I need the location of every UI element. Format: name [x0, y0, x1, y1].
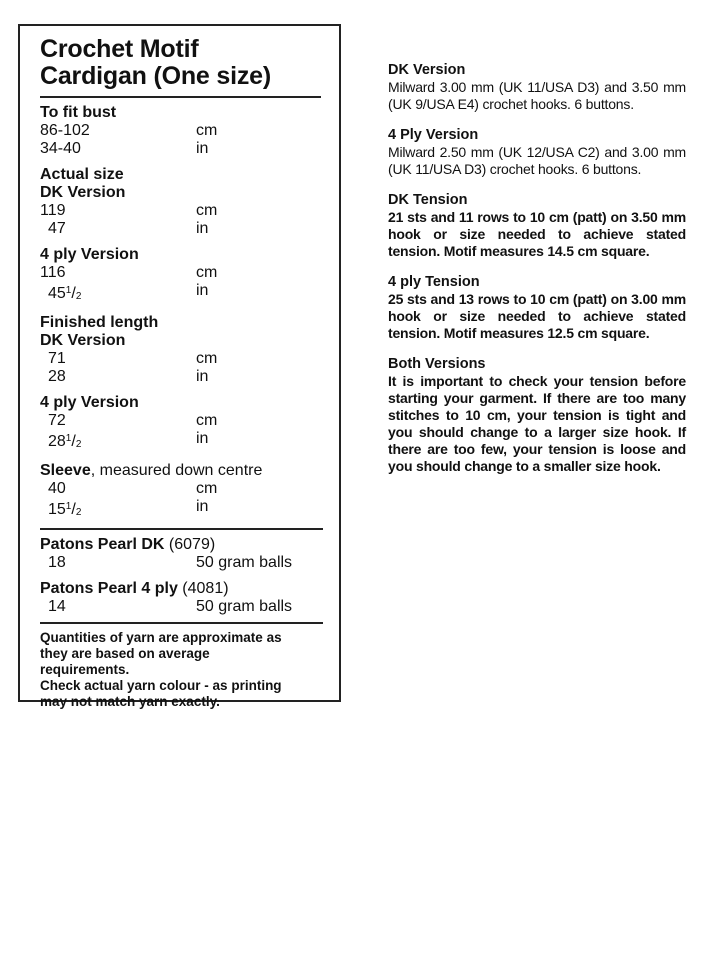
4ply-tension-block — [388, 274, 686, 342]
finished-length-4ply-cm-value: 72 — [48, 412, 66, 429]
sleeve-cm-row — [40, 480, 321, 498]
actual-size-4ply-cm-value: 116 — [40, 264, 66, 281]
fit-bust-in-value: 34-40 — [40, 140, 81, 157]
yarn-dk-name: Patons Pearl DK (6079) — [40, 536, 216, 553]
finished-length-4ply-in-value: $28^1/_2$ — [48, 433, 82, 450]
yarn-4ply-qty-row — [40, 598, 321, 616]
yarn-4ply-qty: 14 — [48, 598, 66, 615]
yarn-dk-section — [40, 536, 321, 572]
sleeve-cm-unit: cm — [196, 480, 218, 497]
dk-tension-text: 21 sts and 11 rows to 10 cm (patt) on 3.50 mm hook or size needed to achieve stated tension. Motif measures 14.5 cm square. — [388, 209, 686, 259]
fit-bust-cm-unit: cm — [196, 122, 218, 139]
sleeve-in-value: $15^1/_2$ — [48, 501, 82, 518]
sleeve-heading: Sleeve, measured down centre — [40, 462, 263, 479]
actual-size-dk-in-row — [40, 220, 321, 238]
note-line: requirements. — [40, 662, 130, 677]
actual-size-heading: Actual size — [40, 166, 124, 183]
title-line-1: Crochet Motif — [40, 35, 199, 63]
divider — [40, 622, 323, 624]
note-line: Quantities of yarn are approximate as — [40, 630, 282, 645]
title-line-2: Cardigan (One size) — [40, 62, 271, 90]
finished-length-dk-cm-value: 71 — [48, 350, 66, 367]
fit-bust-in-row — [40, 140, 321, 158]
actual-size-dk-cm-row — [40, 202, 321, 220]
finished-length-4ply-in-unit: in — [196, 430, 209, 447]
yarn-4ply-unit: 50 gram balls — [196, 598, 293, 615]
finished-length-4ply-label: 4 ply Version — [40, 394, 139, 411]
actual-size-dk-in-value: 47 — [48, 220, 66, 237]
fit-bust-cm-row — [40, 122, 321, 140]
fit-bust-section — [40, 104, 321, 158]
finished-length-dk-in-row — [40, 368, 321, 386]
actual-size-4ply-label: 4 ply Version — [40, 246, 139, 263]
4ply-version-text: Milward 2.50 mm (UK 12/USA C2) and 3.00 mm (UK 11/USA D3) crochet hooks. 6 buttons. — [388, 144, 686, 177]
4ply-tension-heading: 4 ply Tension — [388, 274, 480, 290]
actual-size-dk-cm-value: 119 — [40, 202, 66, 219]
both-versions-heading: Both Versions — [388, 356, 486, 372]
yarn-dk-unit: 50 gram balls — [196, 554, 293, 571]
sleeve-in-unit: in — [196, 498, 209, 515]
divider — [40, 528, 323, 530]
sleeve-in-row — [40, 498, 321, 522]
both-versions-block — [388, 356, 686, 475]
finished-length-dk-in-value: 28 — [48, 368, 66, 385]
pattern-title — [40, 36, 321, 98]
finished-length-4ply-cm-row — [40, 412, 321, 430]
note-line: may not match yarn exactly. — [40, 694, 220, 709]
fit-bust-cm-value: 86-102 — [40, 122, 90, 139]
actual-size-dk-label: DK Version — [40, 184, 126, 201]
sleeve-cm-value: 40 — [48, 480, 66, 497]
finished-length-dk-cm-row — [40, 350, 321, 368]
4ply-version-block — [388, 127, 686, 178]
actual-size-dk-cm-unit: cm — [196, 202, 218, 219]
sleeve-section — [40, 462, 321, 522]
materials-column — [388, 62, 686, 489]
dk-tension-block — [388, 192, 686, 260]
finished-length-heading: Finished length — [40, 314, 159, 331]
finished-length-section — [40, 314, 321, 454]
4ply-tension-text: 25 sts and 13 rows to 10 cm (patt) on 3.00 mm hook or size needed to achieve stated tension. Motif measures 12.5 cm square. — [388, 291, 686, 341]
finished-length-dk-cm-unit: cm — [196, 350, 218, 367]
fit-bust-heading: To fit bust — [40, 104, 117, 121]
note-line: they are based on average — [40, 646, 210, 661]
yarn-4ply-section — [40, 580, 321, 616]
dk-version-text: Milward 3.00 mm (UK 11/USA D3) and 3.50 mm (UK 9/USA E4) crochet hooks. 6 buttons. — [388, 79, 686, 112]
yarn-notes — [40, 630, 321, 710]
both-versions-text: It is important to check your tension before starting your garment. If there are too many stitches to 10 cm, your tension is tight and you should change to a larger size hook. If there are too few, your tension is loose and you should change to a smaller size hook. — [388, 373, 686, 474]
finished-length-4ply-cm-unit: cm — [196, 412, 218, 429]
finished-length-dk-label: DK Version — [40, 332, 126, 349]
actual-size-4ply-in-unit: in — [196, 282, 209, 299]
dk-tension-heading: DK Tension — [388, 192, 468, 208]
yarn-4ply-name: Patons Pearl 4 ply (4081) — [40, 580, 229, 597]
note-line: Check actual yarn colour - as printing — [40, 678, 282, 693]
finished-length-dk-in-unit: in — [196, 368, 209, 385]
fit-bust-in-unit: in — [196, 140, 209, 157]
actual-size-4ply-cm-unit: cm — [196, 264, 218, 281]
pattern-info-box — [18, 24, 341, 709]
actual-size-4ply-in-row — [40, 282, 321, 306]
actual-size-dk-in-unit: in — [196, 220, 209, 237]
actual-size-section — [40, 166, 321, 306]
dk-version-block — [388, 62, 686, 113]
yarn-dk-qty: 18 — [48, 554, 66, 571]
dk-version-heading: DK Version — [388, 62, 466, 78]
actual-size-4ply-in-value: $45^1/_2$ — [48, 285, 82, 302]
4ply-version-heading: 4 Ply Version — [388, 127, 479, 143]
actual-size-4ply-cm-row — [40, 264, 321, 282]
finished-length-4ply-in-row — [40, 430, 321, 454]
yarn-dk-qty-row — [40, 554, 321, 572]
